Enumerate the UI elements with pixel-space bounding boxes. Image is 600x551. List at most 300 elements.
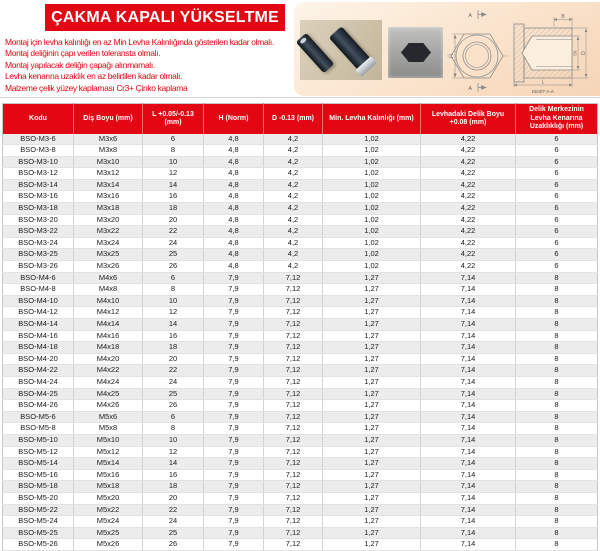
table-cell: 7,12 <box>264 353 323 365</box>
table-cell: 7,9 <box>204 423 264 435</box>
table-cell: 6 <box>516 145 598 157</box>
table-cell: BSO-M4-18 <box>3 342 74 354</box>
table-cell: 7,14 <box>421 539 516 551</box>
table-cell: 1,27 <box>323 365 421 377</box>
table-cell: 8 <box>516 516 598 528</box>
table-cell: 7,9 <box>204 446 264 458</box>
table-cell: 1,27 <box>323 492 421 504</box>
page-title: ÇAKMA KAPALI YÜKSELTME <box>45 4 285 31</box>
table-cell: M4x18 <box>74 342 143 354</box>
table-cell: 7,12 <box>264 527 323 539</box>
table-cell: M3x24 <box>74 237 143 249</box>
table-cell: BSO-M5-22 <box>3 504 74 516</box>
table-cell: 6 <box>516 237 598 249</box>
table-cell: 7,9 <box>204 516 264 528</box>
table-cell: 8 <box>516 446 598 458</box>
table-cell: BSO-M5-25 <box>3 527 74 539</box>
table-cell: 6 <box>516 203 598 215</box>
table-cell: 4,22 <box>421 179 516 191</box>
dim-label-A-bottom: A <box>468 86 472 92</box>
table-row <box>3 365 598 377</box>
table-cell: 20 <box>143 353 204 365</box>
table-cell: 1,27 <box>323 272 421 284</box>
hex-top-view-drawing <box>447 7 509 95</box>
table-row <box>3 504 598 516</box>
table-cell: 4,8 <box>204 145 264 157</box>
table-cell: 7,9 <box>204 272 264 284</box>
table-cell: 1,27 <box>323 330 421 342</box>
table-cell: M4x14 <box>74 319 143 331</box>
table-cell: 7,9 <box>204 342 264 354</box>
table-cell: 26 <box>143 261 204 273</box>
table-cell: 7,12 <box>264 307 323 319</box>
table-cell: 8 <box>516 353 598 365</box>
table-cell: M5x25 <box>74 527 143 539</box>
table-cell: 1,27 <box>323 353 421 365</box>
table-cell: 6 <box>516 179 598 191</box>
table-cell: M3x18 <box>74 203 143 215</box>
table-cell: 7,9 <box>204 319 264 331</box>
table-cell: 1,27 <box>323 307 421 319</box>
table-cell: 4,8 <box>204 168 264 180</box>
table-cell: 7,14 <box>421 400 516 412</box>
table-row <box>3 307 598 319</box>
table-cell: 7,9 <box>204 284 264 296</box>
table-cell: BSO-M3-12 <box>3 168 74 180</box>
table-row <box>3 539 598 551</box>
table-cell: BSO-M4-16 <box>3 330 74 342</box>
table-cell: 4,8 <box>204 226 264 238</box>
table-cell: 7,14 <box>421 504 516 516</box>
table-cell: 1,27 <box>323 434 421 446</box>
table-cell: 24 <box>143 376 204 388</box>
dim-label-L: L <box>541 79 545 86</box>
table-cell: 6 <box>516 226 598 238</box>
note-line: Levha kenarına uzaklık en az belirtilen kadar olmalı. <box>5 71 183 82</box>
table-cell: 16 <box>143 191 204 203</box>
table-cell: 7,14 <box>421 376 516 388</box>
table-cell: 7,14 <box>421 388 516 400</box>
table-cell: 4,8 <box>204 249 264 261</box>
table-cell: 6 <box>516 156 598 168</box>
product-photo-standoffs <box>300 20 382 80</box>
table-row <box>3 353 598 365</box>
table-cell: 7,9 <box>204 434 264 446</box>
dim-label-D: D <box>581 51 587 55</box>
table-cell: 16 <box>143 469 204 481</box>
table-cell: 12 <box>143 446 204 458</box>
table-cell: 7,9 <box>204 388 264 400</box>
table-cell: BSO-M5-16 <box>3 469 74 481</box>
table-cell: BSO-M4-10 <box>3 295 74 307</box>
table-row <box>3 423 598 435</box>
table-row <box>3 226 598 238</box>
table-cell: 1,27 <box>323 423 421 435</box>
table-cell: 8 <box>516 388 598 400</box>
table-cell: 4,2 <box>264 179 323 191</box>
table-row <box>3 237 598 249</box>
table-row <box>3 527 598 539</box>
table-cell: M4x22 <box>74 365 143 377</box>
table-cell: 8 <box>516 319 598 331</box>
table-row <box>3 388 598 400</box>
table-cell: 7,14 <box>421 434 516 446</box>
table-cell: 7,9 <box>204 307 264 319</box>
table-cell: BSO-M3-16 <box>3 191 74 203</box>
table-cell: 8 <box>516 342 598 354</box>
dim-label-A-top: A <box>468 13 472 19</box>
table-cell: 8 <box>516 376 598 388</box>
table-row <box>3 272 598 284</box>
table-cell: BSO-M5-20 <box>3 492 74 504</box>
table-cell: 7,14 <box>421 365 516 377</box>
table-cell: 1,27 <box>323 284 421 296</box>
table-cell: 4,2 <box>264 145 323 157</box>
table-cell: 4,22 <box>421 261 516 273</box>
table-cell: M4x8 <box>74 284 143 296</box>
table-cell: 4,8 <box>204 237 264 249</box>
table-cell: 8 <box>516 481 598 493</box>
product-figure-panel <box>294 2 600 96</box>
table-cell: 7,14 <box>421 330 516 342</box>
table-cell: M5x18 <box>74 481 143 493</box>
table-cell: 8 <box>516 539 598 551</box>
divider <box>0 97 600 98</box>
table-cell: 7,14 <box>421 342 516 354</box>
table-cell: M5x16 <box>74 469 143 481</box>
table-cell: BSO-M4-12 <box>3 307 74 319</box>
table-row <box>3 134 598 145</box>
table-cell: BSO-M3-14 <box>3 179 74 191</box>
table-cell: BSO-M4-26 <box>3 400 74 412</box>
table-cell: 4,2 <box>264 237 323 249</box>
table-cell: 7,14 <box>421 527 516 539</box>
table-cell: 1,02 <box>323 214 421 226</box>
table-cell: 7,12 <box>264 295 323 307</box>
table-cell: M5x24 <box>74 516 143 528</box>
table-cell: 7,14 <box>421 319 516 331</box>
table-cell: 7,14 <box>421 353 516 365</box>
table-cell: 7,9 <box>204 539 264 551</box>
table-cell: BSO-M3-26 <box>3 261 74 273</box>
table-cell: M5x22 <box>74 504 143 516</box>
table-row <box>3 434 598 446</box>
table-cell: 1,27 <box>323 342 421 354</box>
table-cell: 1,02 <box>323 226 421 238</box>
table-cell: 8 <box>516 400 598 412</box>
table-cell: 7,14 <box>421 458 516 470</box>
table-cell: 6 <box>516 214 598 226</box>
table-cell: 7,14 <box>421 307 516 319</box>
table-cell: 4,22 <box>421 168 516 180</box>
table-cell: 6 <box>143 272 204 284</box>
table-cell: 1,02 <box>323 203 421 215</box>
table-cell: 14 <box>143 458 204 470</box>
table-cell: 7,12 <box>264 458 323 470</box>
table-cell: 7,9 <box>204 492 264 504</box>
table-cell: 6 <box>143 411 204 423</box>
table-cell: BSO-M4-14 <box>3 319 74 331</box>
table-cell: 4,8 <box>204 203 264 215</box>
table-cell: M5x14 <box>74 458 143 470</box>
table-cell: 7,9 <box>204 376 264 388</box>
table-cell: 4,22 <box>421 226 516 238</box>
table-cell: 22 <box>143 504 204 516</box>
table-cell: 4,2 <box>264 191 323 203</box>
table-row <box>3 411 598 423</box>
table-cell: 1,02 <box>323 134 421 145</box>
table-cell: 4,8 <box>204 179 264 191</box>
table-cell: M3x22 <box>74 226 143 238</box>
table-cell: 7,12 <box>264 284 323 296</box>
column-header: Min. Levha Kalınlığı (mm) <box>323 104 421 134</box>
table-cell: 1,27 <box>323 446 421 458</box>
table-row <box>3 284 598 296</box>
table-cell: 7,14 <box>421 516 516 528</box>
table-cell: M4x20 <box>74 353 143 365</box>
header-row <box>3 104 598 134</box>
table-cell: 8 <box>516 527 598 539</box>
table-cell: 4,22 <box>421 156 516 168</box>
table-cell: 8 <box>516 365 598 377</box>
table-cell: 1,02 <box>323 145 421 157</box>
table-cell: 8 <box>143 423 204 435</box>
table-cell: 7,12 <box>264 481 323 493</box>
column-header: Levhadaki Delik Boyu +0.08 (mm) <box>421 104 516 134</box>
table-cell: M3x16 <box>74 191 143 203</box>
table-cell: 7,12 <box>264 272 323 284</box>
table-row <box>3 469 598 481</box>
table-cell: BSO-M5-10 <box>3 434 74 446</box>
table-cell: 1,27 <box>323 376 421 388</box>
table-cell: 10 <box>143 156 204 168</box>
table-cell: 22 <box>143 365 204 377</box>
table-cell: 7,12 <box>264 516 323 528</box>
table-cell: BSO-M3-22 <box>3 226 74 238</box>
table-cell: BSO-M4-25 <box>3 388 74 400</box>
table-row <box>3 249 598 261</box>
table-row <box>3 342 598 354</box>
table-cell: 7,14 <box>421 446 516 458</box>
table-cell: 7,9 <box>204 400 264 412</box>
table-cell: M5x26 <box>74 539 143 551</box>
table-cell: M4x24 <box>74 376 143 388</box>
table-cell: 6 <box>143 134 204 145</box>
table-cell: 1,02 <box>323 179 421 191</box>
table-cell: 8 <box>516 272 598 284</box>
table-cell: 7,9 <box>204 504 264 516</box>
table-row <box>3 376 598 388</box>
table-cell: 1,27 <box>323 469 421 481</box>
table-cell: 1,27 <box>323 516 421 528</box>
table-cell: 7,12 <box>264 388 323 400</box>
table-cell: BSO-M5-24 <box>3 516 74 528</box>
table-cell: 8 <box>516 469 598 481</box>
table-cell: 8 <box>516 284 598 296</box>
notes-list <box>5 37 294 94</box>
table-cell: 1,02 <box>323 191 421 203</box>
table-cell: 18 <box>143 481 204 493</box>
table-cell: 7,14 <box>421 423 516 435</box>
table-cell: 4,22 <box>421 203 516 215</box>
table-cell: 26 <box>143 539 204 551</box>
table-cell: 1,02 <box>323 237 421 249</box>
table-cell: 4,8 <box>204 214 264 226</box>
table-cell: 7,14 <box>421 492 516 504</box>
table-cell: 1,27 <box>323 458 421 470</box>
table-cell: M3x8 <box>74 145 143 157</box>
table-cell: 25 <box>143 388 204 400</box>
table-cell: 20 <box>143 214 204 226</box>
table-cell: M5x10 <box>74 434 143 446</box>
table-row <box>3 319 598 331</box>
table-cell: BSO-M3-24 <box>3 237 74 249</box>
table-cell: 8 <box>516 458 598 470</box>
table-cell: 7,12 <box>264 376 323 388</box>
note-line: Montaj için levha kalınlığı en az Min Levha Kalınlığında gösterilen kadar olmalı. <box>5 37 274 47</box>
table-cell: 14 <box>143 179 204 191</box>
table-cell: 4,2 <box>264 249 323 261</box>
table-cell: 7,9 <box>204 527 264 539</box>
dim-label-H: H <box>449 54 455 58</box>
spec-table <box>2 103 598 551</box>
table-cell: 8 <box>143 284 204 296</box>
column-header: Kodu <box>3 104 74 134</box>
table-cell: 7,12 <box>264 423 323 435</box>
table-row <box>3 400 598 412</box>
table-cell: BSO-M5-6 <box>3 411 74 423</box>
table-cell: 6 <box>516 168 598 180</box>
table-cell: 4,2 <box>264 203 323 215</box>
table-cell: BSO-M5-12 <box>3 446 74 458</box>
table-cell: 1,02 <box>323 261 421 273</box>
table-cell: M3x6 <box>74 134 143 145</box>
table-cell: 7,9 <box>204 353 264 365</box>
table-cell: 25 <box>143 249 204 261</box>
table-row <box>3 203 598 215</box>
table-cell: 1,02 <box>323 156 421 168</box>
table-cell: M4x10 <box>74 295 143 307</box>
table-cell: M5x20 <box>74 492 143 504</box>
table-cell: M3x14 <box>74 179 143 191</box>
table-cell: 20 <box>143 492 204 504</box>
table-row <box>3 168 598 180</box>
table-cell: M3x25 <box>74 249 143 261</box>
table-cell: 7,9 <box>204 458 264 470</box>
table-cell: 7,12 <box>264 446 323 458</box>
table-cell: 8 <box>516 434 598 446</box>
table-cell: 4,8 <box>204 261 264 273</box>
table-cell: 18 <box>143 203 204 215</box>
table-cell: 1,27 <box>323 319 421 331</box>
column-header: D -0.13 (mm) <box>264 104 323 134</box>
table-cell: BSO-M3-6 <box>3 134 74 145</box>
table-cell: 7,12 <box>264 504 323 516</box>
table-cell: BSO-M5-18 <box>3 481 74 493</box>
product-photo-installed <box>388 27 443 78</box>
table-cell: 1,27 <box>323 527 421 539</box>
table-cell: 8 <box>516 330 598 342</box>
table-cell: M4x16 <box>74 330 143 342</box>
table-cell: 6 <box>516 261 598 273</box>
table-cell: 1,27 <box>323 539 421 551</box>
table-cell: BSO-M3-18 <box>3 203 74 215</box>
table-row <box>3 156 598 168</box>
table-row <box>3 446 598 458</box>
table-cell: 7,14 <box>421 469 516 481</box>
table-cell: 7,12 <box>264 492 323 504</box>
column-header: Diş Boyu (mm) <box>74 104 143 134</box>
table-row <box>3 516 598 528</box>
table-cell: 4,22 <box>421 134 516 145</box>
table-row <box>3 179 598 191</box>
table-cell: 24 <box>143 516 204 528</box>
table-row <box>3 295 598 307</box>
table-cell: 7,14 <box>421 272 516 284</box>
table-cell: M5x8 <box>74 423 143 435</box>
table-cell: 10 <box>143 434 204 446</box>
table-cell: 7,14 <box>421 295 516 307</box>
table-cell: 7,9 <box>204 481 264 493</box>
table-cell: 24 <box>143 237 204 249</box>
note-line: Montaj yapılacak deliğin çapağı alınmamalı. <box>5 59 155 70</box>
table-cell: 26 <box>143 400 204 412</box>
table-cell: 7,14 <box>421 411 516 423</box>
table-cell: M3x12 <box>74 168 143 180</box>
table-cell: 4,22 <box>421 145 516 157</box>
table-cell: BSO-M3-8 <box>3 145 74 157</box>
table-cell: 7,14 <box>421 284 516 296</box>
column-header: L +0.05/-0.13 (mm) <box>143 104 204 134</box>
table-cell: M4x25 <box>74 388 143 400</box>
table-cell: 8 <box>516 504 598 516</box>
table-cell: BSO-M4-24 <box>3 376 74 388</box>
table-cell: BSO-M4-20 <box>3 353 74 365</box>
section-caption: KESİT A-A <box>532 89 554 94</box>
spec-table-body <box>3 134 598 551</box>
column-header: Delik Merkezinin Levha Kenarına Uzaklıklığı (mm) <box>516 104 598 134</box>
table-cell: 7,9 <box>204 411 264 423</box>
table-cell: 10 <box>143 295 204 307</box>
table-cell: 25 <box>143 527 204 539</box>
table-cell: 7,12 <box>264 434 323 446</box>
table-cell: M4x26 <box>74 400 143 412</box>
table-cell: 12 <box>143 307 204 319</box>
table-cell: M5x6 <box>74 411 143 423</box>
table-cell: 4,8 <box>204 191 264 203</box>
table-cell: 1,02 <box>323 249 421 261</box>
table-cell: 7,9 <box>204 330 264 342</box>
table-cell: 4,2 <box>264 226 323 238</box>
table-cell: M4x6 <box>74 272 143 284</box>
table-cell: BSO-M5-8 <box>3 423 74 435</box>
table-cell: 4,22 <box>421 237 516 249</box>
table-cell: 12 <box>143 168 204 180</box>
standoff-part <box>329 26 372 72</box>
table-row <box>3 492 598 504</box>
table-cell: 1,27 <box>323 388 421 400</box>
table-cell: 1,27 <box>323 400 421 412</box>
table-row <box>3 261 598 273</box>
table-cell: BSO-M4-6 <box>3 272 74 284</box>
table-cell: M5x12 <box>74 446 143 458</box>
table-cell: 1,27 <box>323 295 421 307</box>
table-cell: 4,2 <box>264 168 323 180</box>
table-cell: 8 <box>516 423 598 435</box>
table-cell: 6 <box>516 191 598 203</box>
table-cell: BSO-M3-25 <box>3 249 74 261</box>
table-row <box>3 191 598 203</box>
